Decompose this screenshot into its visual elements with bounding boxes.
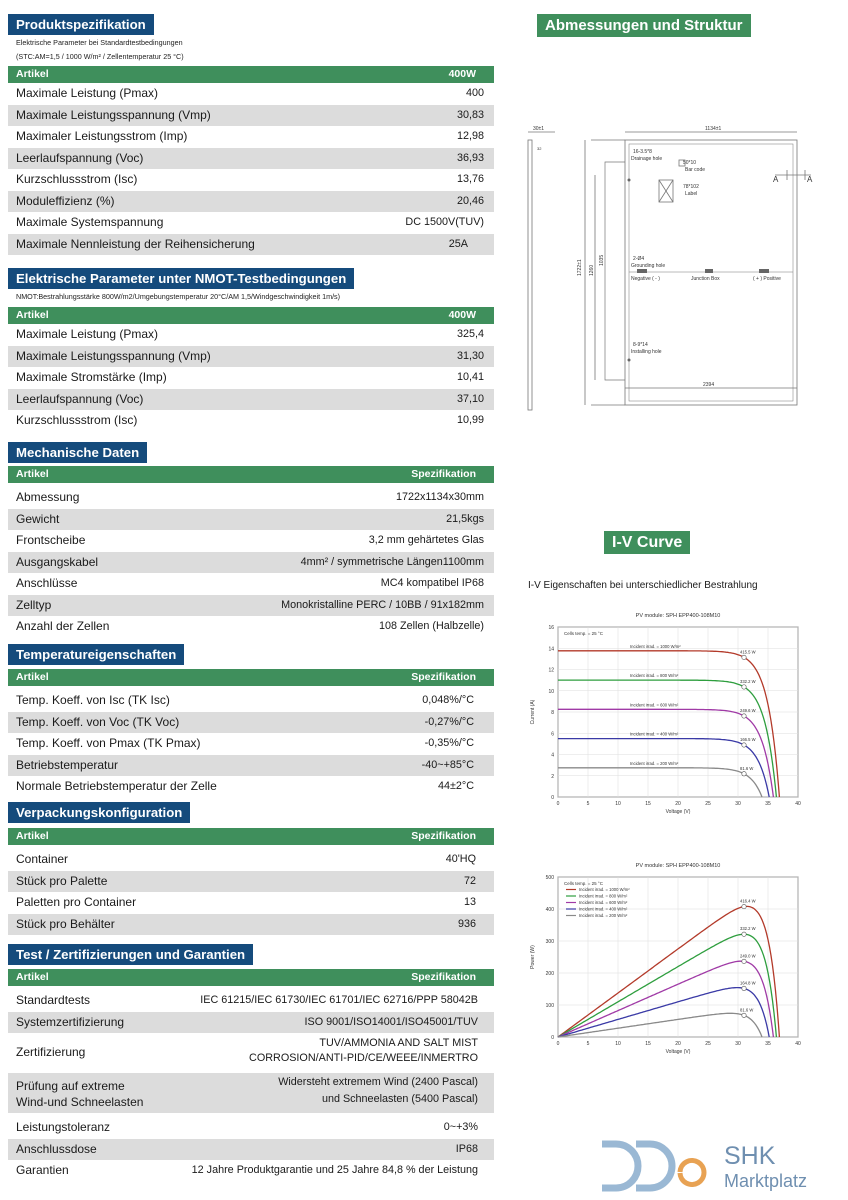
chart-note: Cells temp. = 25 °C [564,881,603,886]
x-tick-label: 10 [615,1041,621,1047]
spec-table [8,66,494,255]
series-label: Incident irrad. = 1000 W/m² [630,643,681,649]
section-a-right: A [807,175,813,184]
legend-entry: Incident irrad. = 600 W/m² [579,900,628,905]
y-tick-label: 400 [545,907,554,913]
dim-d1-label: 1035 [599,254,605,266]
table-row: Moduleffizienz (%) 20,46 [8,191,494,213]
side-profile [528,140,532,410]
y-tick-label: 2 [551,773,554,780]
series-label: Incident irrad. = 200 W/m² [630,760,679,766]
drain-label-2: Drainage hole [631,156,663,162]
table-header: Artikel 400W [8,307,494,324]
mpp-point [742,655,746,659]
mpp-label: 249.0 W [740,953,756,959]
table-row: Stück pro Behälter 936 [8,914,494,936]
y-axis-label: Power (W) [530,945,536,969]
table-row: Betriebstemperatur -40~+85°C [8,755,494,777]
mech-table [8,466,494,638]
positive-label: ( + ) Positive [753,276,781,282]
table-row: Frontscheibe 3,2 mm gehärtetes Glas [16,533,484,547]
y-tick-label: 6 [551,731,554,738]
chart-note: Cells temp. = 25 °C [564,631,603,636]
table-row: Abmessung 1722x1134x30mm [16,490,484,504]
x-tick-label: 15 [645,801,651,807]
mpp-label: 166.5 W [740,736,756,742]
mpp-point [742,932,746,936]
table-row: Anschlussdose IP68 [8,1139,494,1161]
x-axis-label: Voltage (V) [665,1049,691,1055]
section-title-spec: Produktspezifikation [8,14,154,35]
table-row: Kurzschlussstrom (Isc) 13,76 [16,172,484,186]
table-row: Gewicht 21,5kgs [8,509,494,531]
section-title-pack: Verpackungskonfiguration [8,802,190,823]
table-row: Leerlaufspannung (Voc) 36,93 [8,148,494,170]
x-tick-label: 35 [765,801,771,807]
mpp-point [742,959,746,963]
spec-subtitle-2: (STC:AM=1,5 / 1000 W/m² / Zellentemperatur 25 °C) [16,52,184,61]
table-row: Leerlaufspannung (Voc) 37,10 [8,389,494,411]
iv-curve-title: I-V Curve [604,531,690,554]
dimension-drawing [525,120,815,420]
table-row: Ausgangskabel 4mm² / symmetrische Längen1100mm [8,552,494,574]
x-tick-label: 5 [586,801,590,807]
mpp-label: 81.6 W [740,1007,754,1013]
spec-subtitle-1: Elektrische Parameter bei Standardtestbedingungen [16,38,183,47]
drain-label: 16-3.5*8 [633,149,652,155]
chart-title: PV module: SPH EPP400-108M10 [635,613,721,619]
mpp-point [742,685,746,689]
y-tick-label: 12 [548,667,554,674]
series-label: Incident irrad. = 600 W/m² [630,702,679,708]
table-row: Systemzertifizierung ISO 9001/ISO14001/ISO45001/TUV [8,1012,494,1034]
positive-connector [759,269,769,273]
section-title-nmot: Elektrische Parameter unter NMOT-Testbedingungen [8,268,354,289]
label-size-2: Label [685,191,698,197]
y-tick-label: 0 [551,1035,554,1041]
mpp-point [742,1013,746,1017]
x-tick-label: 0 [556,1041,560,1047]
series-label: Incident irrad. = 800 W/m² [630,673,679,679]
x-tick-label: 15 [645,1041,651,1047]
shk-logo-icon [598,1138,718,1198]
x-tick-label: 40 [795,801,801,807]
junction-box [705,269,713,273]
table-row: Maximale Leistungsspannung (Vmp) 30,83 [8,105,494,127]
table-row: Kurzschlussstrom (Isc) 10,99 [16,413,484,427]
x-tick-label: 20 [675,1041,681,1047]
dim-frame-label: 30±1 [533,126,545,132]
dim-bottom-label: 2394 [703,382,715,388]
table-row: Standardtests IEC 61215/IEC 61730/IEC 61701/IEC 62716/PPP 58042B [16,993,478,1007]
x-axis-label: Voltage (V) [665,809,691,815]
nmot-table [8,307,494,432]
table-row: Leistungstoleranz 0~+3% [16,1120,478,1134]
table-row: Paletten pro Container 13 [16,895,476,909]
table-header: Artikel Spezifikation [8,466,494,483]
y-tick-label: 4 [551,752,554,759]
barcode-label: 50*10 [683,160,697,166]
x-tick-label: 10 [615,801,621,807]
chart-title: PV module: SPH EPP400-108M10 [635,863,721,869]
table-row: Maximale Leistung (Pmax) 400 [16,86,484,100]
y-tick-label: 10 [548,688,554,695]
table-row: Maximale Nennleistung der Reihensicherung 25A [8,234,494,256]
test-table [8,969,494,1182]
mpp-point [742,904,746,908]
table-row: Prüfung auf extreme Wind-und Schneelasten Widersteht extremem Wind (2400 Pascal) und Schneelasten (5400 Pascal) [8,1073,494,1113]
mpp-label: 332.2 W [740,678,756,684]
table-row: Temp. Koeff. von Pmax (TK Pmax) -0,35%/°C [16,736,474,750]
section-title-test: Test / Zertifizierungen und Garantien [8,944,253,965]
table-row: Maximaler Leistungsstrom (Imp) 12,98 [16,129,484,143]
table-row: Temp. Koeff. von Voc (TK Voc) -0,27%/°C [8,712,494,734]
table-row: Garantien 12 Jahre Produktgarantie und 25 Jahre 84,8 % der Leistung [16,1163,478,1177]
table-header: Artikel Spezifikation [8,828,494,845]
temp-table [8,669,494,798]
dimensions-title: Abmessungen und Struktur [537,14,751,37]
install-label-2: Installing hole [631,349,662,355]
dim-height-label: 1722±1 [577,259,583,276]
y-tick-label: 500 [545,875,554,881]
section-title-temp: Temperatureigenschaften [8,644,184,665]
y-tick-label: 100 [545,1003,554,1009]
pv-chart [520,855,805,1055]
table-row: Zertifizierung TUV/AMMONIA AND SALT MIST CORROSION/ANTI-PID/CE/WEEE/INMERTRO [16,1037,478,1064]
table-header: Artikel Spezifikation [8,669,494,686]
table-row: Normale Betriebstemperatur der Zelle 44±2°C [16,779,474,793]
dim-width-label: 1134±1 [705,126,722,132]
table-row: Maximale Leistungsspannung (Vmp) 31,30 [8,346,494,368]
x-tick-label: 0 [556,801,560,807]
x-tick-label: 30 [735,801,741,807]
ground-label: 2-Ø4 [633,256,645,262]
table-row: Anschlüsse MC4 kompatibel IP68 [16,576,484,590]
mpp-label: 416.4 W [740,898,756,904]
legend-entry: Incident irrad. = 1000 W/m² [579,887,630,892]
nmot-subtitle: NMOT:Bestrahlungsstärke 800W/m2/Umgebungstemperatur 20°C/AM 1,5/Windgeschwindigkeit 1m/s) [16,292,341,301]
x-tick-label: 20 [675,801,681,807]
mpp-point [742,986,746,990]
x-tick-label: 40 [795,1041,801,1047]
junction-label: Junction Box [691,276,720,282]
legend-entry: Incident irrad. = 800 W/m² [579,893,628,899]
y-tick-label: 200 [545,971,554,977]
iv-caption: I-V Eigenschaften bei unterschiedlicher Bestrahlung [528,580,758,591]
table-header: Artikel Spezifikation [8,969,494,986]
negative-label: Negative ( - ) [631,276,660,282]
mpp-label: 249.6 W [740,707,756,713]
table-row: Maximale Stromstärke (Imp) 10,41 [16,370,484,384]
mpp-point [742,714,746,718]
mpp-label: 415.5 W [740,649,756,655]
mpp-label: 332.2 W [740,926,756,932]
y-tick-label: 300 [545,939,554,945]
logo-line-2: Marktplatz [724,1171,808,1191]
x-tick-label: 25 [705,1041,711,1047]
negative-connector [637,269,647,273]
iv-chart [520,605,805,820]
x-tick-label: 25 [705,801,711,807]
table-row: Maximale Systemspannung DC 1500V(TUV) [16,215,484,229]
barcode-label-2: Bar code [685,167,706,173]
section-a-left: A [773,175,779,184]
install-label: 8-9*14 [633,342,648,348]
logo-line-1: SHK [724,1142,776,1170]
section-title-mech: Mechanische Daten [8,442,147,463]
legend-entry: Incident irrad. = 200 W/m² [579,913,628,918]
pack-table [8,828,494,935]
dim-d2-label: 32 [537,146,542,151]
mpp-label: 164.8 W [740,980,756,986]
y-tick-label: 14 [548,646,554,653]
series-label: Incident irrad. = 400 W/m² [630,731,679,737]
table-row: Maximale Leistung (Pmax) 325,4 [16,327,484,341]
dim-inner-label: 1260 [589,264,595,276]
table-row: Container 40'HQ [16,852,476,866]
x-tick-label: 30 [735,1041,741,1047]
label-size: 78*102 [683,184,699,190]
mpp-point [742,743,746,747]
table-row: Anzahl der Zellen 108 Zellen (Halbzelle) [16,619,484,633]
table-row: Stück pro Palette 72 [8,871,494,893]
x-tick-label: 35 [765,1041,771,1047]
y-axis-label: Current (A) [530,699,536,725]
y-tick-label: 0 [551,795,554,801]
mpp-label: 81.6 W [740,765,754,771]
y-tick-label: 8 [551,710,554,716]
legend-entry: Incident irrad. = 400 W/m² [579,906,628,912]
x-tick-label: 5 [586,1041,590,1047]
table-row: Temp. Koeff. von Isc (TK Isc) 0,048%/°C [16,693,474,707]
table-header: Artikel 400W [8,66,494,83]
ground-label-2: Grounding hole [631,263,666,269]
y-tick-label: 16 [548,625,554,631]
table-row: Zelltyp Monokristalline PERC / 10BB / 91x182mm [8,595,494,617]
mpp-point [742,772,746,776]
